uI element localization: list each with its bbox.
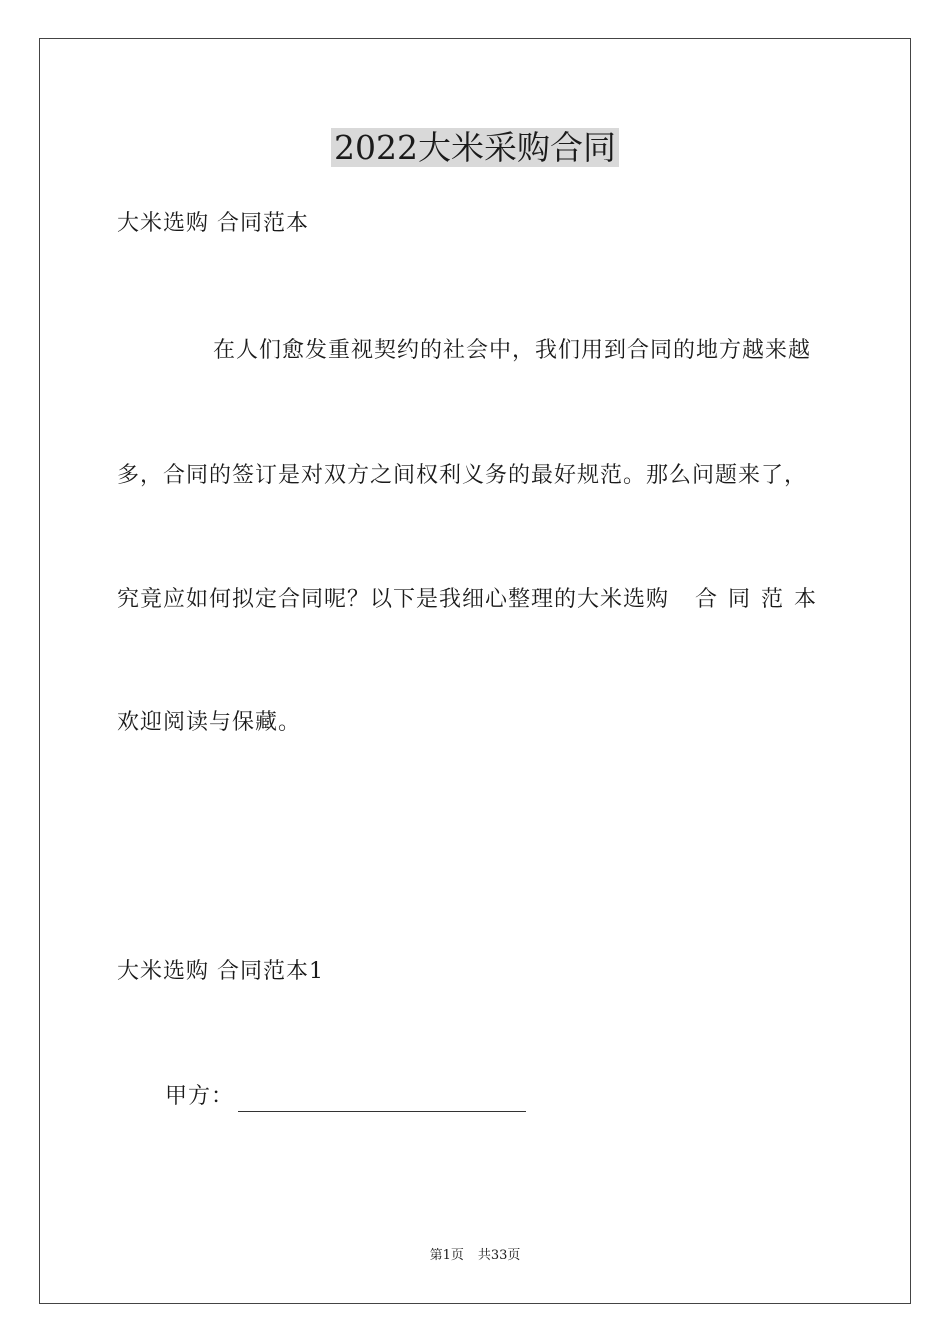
intro-paragraph-line-1: 在人们愈发重视契约的社会中，我们用到合同的地方越来越	[213, 338, 812, 363]
intro-paragraph-line-3-text: 究竟应如何拟定合同呢？以下是我细心整理的大米选购	[117, 587, 670, 612]
document-subtitle: 大米选购 合同范本	[117, 211, 309, 236]
intro-paragraph-line-4: 欢迎阅读与保藏。	[117, 710, 302, 735]
document-title	[0, 126, 950, 170]
document-title-text: 2022大米采购合同	[331, 128, 619, 167]
intro-paragraph-line-3	[117, 585, 827, 615]
intro-paragraph-line-3-tail: 合同范本	[695, 587, 828, 612]
intro-paragraph-line-2: 多，合同的签订是对双方之间权利义务的最好规范。那么问题来了，	[117, 463, 808, 488]
party-a-label: 甲方：	[165, 1084, 235, 1109]
party-a-field	[165, 1082, 526, 1112]
section-heading: 大米选购 合同范本1	[117, 959, 324, 984]
page-footer	[0, 1247, 950, 1265]
page-number: 第1页	[429, 1248, 464, 1263]
page-total: 共33页	[477, 1248, 521, 1263]
party-a-blank-line	[238, 1089, 526, 1112]
